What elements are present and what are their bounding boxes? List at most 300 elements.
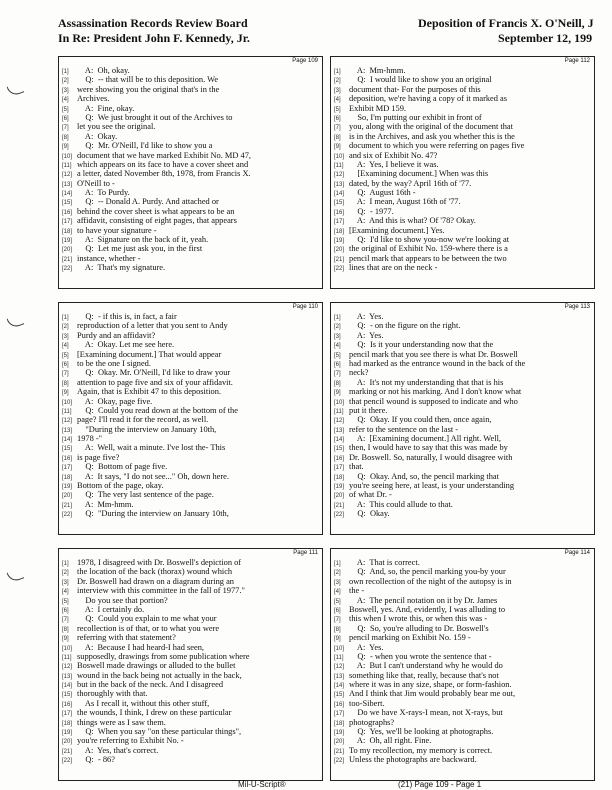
transcript-line xyxy=(331,331,594,340)
line-text: A: Yes. xyxy=(349,642,384,652)
transcript-line xyxy=(331,500,594,509)
line-text: Q: Could you explain to me what your xyxy=(77,614,217,624)
transcript-line xyxy=(331,472,594,481)
transcript-line xyxy=(59,708,322,717)
line-number: [13] xyxy=(62,673,73,680)
line-text: you're seeing here, at least, is your understanding xyxy=(349,481,515,491)
line-text: A: The pencil notation on it by Dr. James xyxy=(349,595,498,605)
line-text: 1978 -" xyxy=(77,434,103,444)
transcript-line xyxy=(331,350,594,359)
transcript-line xyxy=(331,188,594,197)
line-text: then, I would have to say that this was made by xyxy=(349,443,508,453)
transcript-line xyxy=(331,235,594,244)
line-text: which appears on its face to have a cover sheet and xyxy=(77,159,249,169)
line-number: [9] xyxy=(334,144,341,151)
line-text: you, along with the original of the document that xyxy=(349,122,513,132)
line-text: A: Yes. xyxy=(349,330,384,340)
line-number: [2] xyxy=(62,324,69,331)
line-number: [8] xyxy=(62,626,69,633)
transcript-line xyxy=(331,340,594,349)
transcript-line xyxy=(331,481,594,490)
transcript-line xyxy=(331,216,594,225)
line-text: A: Yes. xyxy=(349,312,384,321)
line-number: [11] xyxy=(334,654,344,661)
line-text: Archives. xyxy=(77,94,110,104)
line-number: [5] xyxy=(62,598,69,605)
line-number: [5] xyxy=(62,352,69,359)
line-number: [12] xyxy=(62,664,73,671)
line-text: document to which you were referring on pages five xyxy=(349,141,525,151)
line-number: [8] xyxy=(62,380,69,387)
line-text: 1978, I disagreed with Dr. Boswell's depiction of xyxy=(77,558,242,567)
transcript-line xyxy=(59,509,322,518)
transcript-line xyxy=(59,368,322,377)
transcript-line xyxy=(59,425,322,434)
line-number: [10] xyxy=(334,645,345,652)
line-number: [19] xyxy=(62,730,73,737)
line-text: A: Oh, all right. Fine. xyxy=(349,736,432,746)
transcript-line xyxy=(59,378,322,387)
page-number: Page 109 xyxy=(292,58,318,64)
line-number: [16] xyxy=(334,455,345,462)
transcript-line xyxy=(331,577,594,586)
line-text: A: Mm-hmm. xyxy=(77,499,134,509)
transcript-line xyxy=(331,509,594,518)
transcript-line xyxy=(331,141,594,150)
line-text: this when I wrote this, or when this was - xyxy=(349,614,488,624)
line-number: [7] xyxy=(62,617,69,624)
line-text: [Examining document.] That would appear xyxy=(77,349,222,359)
line-number: [18] xyxy=(334,474,345,481)
line-number: [16] xyxy=(334,701,345,708)
line-number: [10] xyxy=(62,399,73,406)
line-number: [13] xyxy=(334,427,345,434)
line-text: interview with this committee in the fall of 1977." xyxy=(77,586,245,596)
line-text: Q: Is it your understanding now that the xyxy=(349,340,494,350)
line-number: [4] xyxy=(62,343,69,350)
transcript-line xyxy=(331,263,594,272)
line-number: [16] xyxy=(62,209,73,216)
transcript-line xyxy=(59,312,322,321)
line-number: [11] xyxy=(62,408,72,415)
transcript-line xyxy=(331,708,594,717)
line-number: [3] xyxy=(334,579,341,586)
transcript-line xyxy=(331,680,594,689)
line-text: of what Dr. - xyxy=(349,490,392,500)
case-title: In Re: President John F. Kennedy, Jr. xyxy=(58,31,250,45)
line-text: Q: - 86? xyxy=(77,755,115,765)
line-text: page? I'll read it for the record, as well. xyxy=(77,415,209,425)
line-text: document that we have marked Exhibit No. MD 47, xyxy=(77,150,251,160)
line-number: [22] xyxy=(62,266,73,273)
line-number: [20] xyxy=(62,493,73,500)
line-text: A: Yes, that's correct. xyxy=(77,745,159,755)
line-number: [12] xyxy=(334,418,345,425)
line-text: wound in the back being not actually in the back, xyxy=(77,670,242,680)
line-number: [11] xyxy=(62,162,72,169)
line-text: Q: - when you wrote the sentence that - xyxy=(349,651,492,661)
transcript-line xyxy=(331,244,594,253)
line-number: [13] xyxy=(334,181,345,188)
line-number: [5] xyxy=(334,106,341,113)
transcript-line xyxy=(59,254,322,263)
transcript-line xyxy=(59,160,322,169)
line-number: [12] xyxy=(62,172,73,179)
line-text: pencil mark that appears to be between the two xyxy=(349,253,507,263)
transcript-line xyxy=(331,736,594,745)
line-number: [15] xyxy=(334,200,345,207)
transcript-line xyxy=(331,746,594,755)
transcript-line xyxy=(331,368,594,377)
line-text: A: And this is what? Of '78? Okay. xyxy=(349,216,476,226)
line-number: [10] xyxy=(62,153,73,160)
transcript-line xyxy=(331,671,594,680)
line-text: that pencil wound is supposed to indicate and who xyxy=(349,396,518,406)
transcript-line xyxy=(59,453,322,462)
line-number: [1] xyxy=(334,315,341,321)
transcript-line xyxy=(59,699,322,708)
line-number: [21] xyxy=(334,502,345,509)
line-number: [20] xyxy=(334,739,345,746)
line-number: [18] xyxy=(334,228,345,235)
line-number: [7] xyxy=(334,617,341,624)
page-number: Page 110 xyxy=(292,304,318,310)
line-text: something like that, really, because that's not xyxy=(349,670,499,680)
transcript-page xyxy=(58,302,323,535)
transcript-line xyxy=(331,85,594,94)
line-text: Q: The very last sentence of the page. xyxy=(77,490,214,500)
transcript-line xyxy=(59,434,322,443)
transcript-line xyxy=(59,188,322,197)
line-text: A: But I can't understand why he would do xyxy=(349,661,503,671)
line-text: and six of Exhibit No. 47? xyxy=(349,150,438,160)
line-number: [16] xyxy=(62,455,73,462)
document-footer xyxy=(58,780,612,790)
line-number: [3] xyxy=(334,333,341,340)
line-number: [18] xyxy=(62,720,73,727)
transcript-line xyxy=(331,179,594,188)
page-number: Page 114 xyxy=(564,550,590,556)
transcript-line xyxy=(331,755,594,764)
transcript-line xyxy=(331,462,594,471)
transcript-line xyxy=(331,699,594,708)
line-number: [4] xyxy=(334,589,341,596)
line-text: Do we have X-rays-I mean, not X-rays, but xyxy=(349,708,503,718)
line-text: Q: Okay. Mr. O'Neill, I'd like to draw your xyxy=(77,368,231,378)
line-number: [16] xyxy=(334,209,345,216)
line-text: Q: Bottom of page five. xyxy=(77,462,168,472)
line-number: [22] xyxy=(334,512,345,519)
line-text: A: Because I had heard-I had seen, xyxy=(77,642,204,652)
transcript-line xyxy=(59,755,322,764)
transcript-line xyxy=(331,727,594,736)
line-number: [11] xyxy=(334,408,344,415)
transcript-line xyxy=(331,113,594,122)
transcript-line xyxy=(331,160,594,169)
line-text: behind the cover sheet is what appears to be an xyxy=(77,206,235,216)
line-text: Q: I would like to show you an original xyxy=(349,75,492,85)
transcript-line xyxy=(59,75,322,84)
line-text: pencil marking on Exhibit No. 159 - xyxy=(349,633,471,643)
line-number: [6] xyxy=(334,115,341,122)
transcript-line xyxy=(59,689,322,698)
line-text: A: Yes, I believe it was. xyxy=(349,159,439,169)
line-number: [17] xyxy=(62,465,73,472)
transcript-line xyxy=(331,718,594,727)
transcript-line xyxy=(59,207,322,216)
line-text: Q: Let me just ask you, in the first xyxy=(77,244,203,254)
line-text: you're referring to Exhibit No. - xyxy=(77,736,184,746)
line-text: but in the back of the neck. And I disagreed xyxy=(77,680,224,690)
line-text: Boswell, yes. And, evidently, I was alluding to xyxy=(349,604,506,614)
line-number: [11] xyxy=(62,654,72,661)
line-text: A: [Examining document.] All right. Well, xyxy=(349,434,501,444)
deposition-date: September 12, 199 xyxy=(498,31,593,45)
margin-pen-mark xyxy=(7,568,25,583)
line-number: [6] xyxy=(62,607,69,614)
line-text: Q: "During the interview on January 10th, xyxy=(77,509,229,519)
line-number: [21] xyxy=(62,502,73,509)
transcript-line xyxy=(59,85,322,94)
line-text: Q: -- Donald A. Purdy. And attached or xyxy=(77,197,219,207)
line-number: [5] xyxy=(334,598,341,605)
line-text: A: Well, wait a minute. I've lost the- This xyxy=(77,443,226,453)
line-text: instance, whether - xyxy=(77,253,141,263)
transcript-line xyxy=(331,132,594,141)
line-number: [22] xyxy=(334,266,345,273)
transcript-line xyxy=(331,207,594,216)
transcript-line xyxy=(331,567,594,576)
line-text: A: Signature on the back of it, yeah. xyxy=(77,235,209,245)
margin-pen-mark xyxy=(7,314,25,329)
line-text: where it was in any size, shape, or form-fashion. xyxy=(349,680,512,690)
line-number: [19] xyxy=(334,238,345,245)
page-number: Page 111 xyxy=(293,550,318,556)
transcript-line xyxy=(59,197,322,206)
line-text: Do you see that portion? xyxy=(77,595,168,605)
line-number: [4] xyxy=(62,589,69,596)
line-text: photographs? xyxy=(349,717,395,727)
line-text: A: Okay. Let me see here. xyxy=(77,340,175,350)
transcript-line xyxy=(59,179,322,188)
line-text: deposition, we're having a copy of it marked as xyxy=(349,94,508,104)
transcript-line xyxy=(59,624,322,633)
line-number: [14] xyxy=(62,191,73,198)
line-number: [12] xyxy=(334,664,345,671)
transcript-line xyxy=(59,490,322,499)
transcript-line xyxy=(331,94,594,103)
transcript-line xyxy=(59,643,322,652)
line-text: Q: Mr. O'Neill, I'd like to show you a xyxy=(77,141,213,151)
page-number: Page 112 xyxy=(564,58,590,64)
transcript-line xyxy=(59,727,322,736)
transcript-line xyxy=(59,736,322,745)
transcript-line xyxy=(331,633,594,642)
line-text: So, I'm putting our exhibit in front of xyxy=(349,112,482,122)
line-number: [7] xyxy=(334,371,341,378)
transcript-line xyxy=(59,443,322,452)
line-text: A: To Purdy. xyxy=(77,188,130,198)
footer-brand: Mil-U-Script® xyxy=(238,780,286,789)
line-number: [12] xyxy=(334,172,345,179)
line-number: [17] xyxy=(334,219,345,226)
line-text: let you see the original. xyxy=(77,122,156,132)
transcript-line xyxy=(59,406,322,415)
line-number: [1] xyxy=(334,69,341,75)
line-text: [Examining document.] When was this xyxy=(349,169,489,179)
line-text: had marked as the entrance wound in the back of the xyxy=(349,358,526,368)
line-text: Q: So, you're alluding to Dr. Boswell's xyxy=(349,623,489,633)
line-text: Q: -- that will be to this deposition. We xyxy=(77,75,219,85)
line-text: marking or not his marking. And I don't know what xyxy=(349,387,522,397)
line-number: [4] xyxy=(62,97,69,104)
transcript-line xyxy=(331,614,594,623)
line-number: [8] xyxy=(62,134,69,141)
line-text: were showing you the original that's in the xyxy=(77,84,220,94)
line-text: A: Fine, okay. xyxy=(77,103,135,113)
line-text: Q: August 16th - xyxy=(349,188,416,198)
transcript-line xyxy=(331,75,594,84)
transcript-line xyxy=(331,66,594,75)
document-header xyxy=(58,16,612,50)
line-number: [18] xyxy=(62,474,73,481)
transcript-line xyxy=(59,244,322,253)
footer-page-range: (21) Page 109 - Page 1 xyxy=(398,780,482,789)
line-text: A: Okay. xyxy=(77,131,118,141)
line-number: [2] xyxy=(334,570,341,577)
transcript-line xyxy=(331,397,594,406)
line-number: [15] xyxy=(62,446,73,453)
line-text: is in the Archives, and ask you whether this is the xyxy=(349,131,515,141)
line-text: Q: Could you read down at the bottom of the xyxy=(77,405,238,415)
transcript-line xyxy=(331,596,594,605)
line-text: to be the one I signed. xyxy=(77,358,151,368)
line-text: A: That is correct. xyxy=(349,558,420,567)
transcript-line xyxy=(59,633,322,642)
line-text: thoroughly with that. xyxy=(77,689,148,699)
transcript-line xyxy=(59,596,322,605)
transcript-line xyxy=(59,132,322,141)
transcript-line xyxy=(59,235,322,244)
line-number: [21] xyxy=(62,748,73,755)
transcript-line xyxy=(59,680,322,689)
line-text: Dr. Boswell had drawn on a diagram during an xyxy=(77,576,234,586)
transcript-page xyxy=(330,548,595,781)
line-number: [3] xyxy=(62,579,69,586)
transcript-line xyxy=(59,397,322,406)
transcript-line xyxy=(59,500,322,509)
line-text: Dr. Boswell. So, naturally, I would disagree with xyxy=(349,452,513,462)
line-number: [8] xyxy=(334,380,341,387)
line-number: [7] xyxy=(334,125,341,132)
line-number: [20] xyxy=(62,247,73,254)
transcript-line xyxy=(331,558,594,567)
transcript-line xyxy=(331,122,594,131)
line-number: [17] xyxy=(62,711,73,718)
transcript-page xyxy=(58,56,323,289)
transcript-line xyxy=(331,378,594,387)
transcript-line xyxy=(59,216,322,225)
line-number: [22] xyxy=(62,758,73,765)
line-number: [9] xyxy=(62,144,69,151)
line-number: [1] xyxy=(62,315,69,321)
transcript-line xyxy=(59,671,322,680)
line-number: [3] xyxy=(334,87,341,94)
line-number: [21] xyxy=(334,748,345,755)
line-number: [8] xyxy=(334,134,341,141)
line-number: [7] xyxy=(62,371,69,378)
line-text: put it there. xyxy=(349,405,388,415)
line-text: to have your signature - xyxy=(77,225,157,235)
transcript-page xyxy=(330,302,595,535)
transcript-line xyxy=(59,66,322,75)
transcript-page xyxy=(330,56,595,289)
line-number: [3] xyxy=(62,333,69,340)
line-number: [19] xyxy=(62,484,73,491)
line-number: [18] xyxy=(62,228,73,235)
line-text: [Examining document.] Yes. xyxy=(349,225,445,235)
line-number: [10] xyxy=(62,645,73,652)
line-text: document that- For the purposes of this xyxy=(349,84,481,94)
transcript-line xyxy=(59,567,322,576)
line-number: [13] xyxy=(62,427,73,434)
line-number: [6] xyxy=(62,115,69,122)
line-number: [2] xyxy=(334,324,341,331)
margin-pen-mark xyxy=(7,82,25,97)
transcript-line xyxy=(59,141,322,150)
line-text: As I recall it, without this other stuff, xyxy=(77,698,210,708)
line-number: [19] xyxy=(62,238,73,245)
transcript-line xyxy=(331,169,594,178)
line-number: [5] xyxy=(334,352,341,359)
line-text: a letter, dated November 8th, 1978, from Francis X. xyxy=(77,169,251,179)
line-number: [17] xyxy=(62,219,73,226)
line-number: [4] xyxy=(334,97,341,104)
transcript-line xyxy=(59,113,322,122)
line-number: [5] xyxy=(62,106,69,113)
line-text: is page five? xyxy=(77,452,120,462)
line-number: [10] xyxy=(334,399,345,406)
line-number: [3] xyxy=(62,87,69,94)
transcript-line xyxy=(59,151,322,160)
line-number: [6] xyxy=(62,361,69,368)
transcript-line xyxy=(59,169,322,178)
line-number: [9] xyxy=(62,636,69,643)
line-number: [21] xyxy=(62,256,73,263)
line-number: [19] xyxy=(334,730,345,737)
line-text: things were as I saw them. xyxy=(77,717,166,727)
line-text: Q: - on the figure on the right. xyxy=(349,321,461,331)
line-text: Q: - 1977. xyxy=(349,206,394,216)
line-number: [8] xyxy=(334,626,341,633)
line-number: [10] xyxy=(334,153,345,160)
line-text: A: This could allude to that. xyxy=(349,499,453,509)
line-number: [9] xyxy=(62,390,69,397)
line-text: Q: Okay. If you could then, once again, xyxy=(349,415,492,425)
line-number: [17] xyxy=(334,465,345,472)
transcript-line xyxy=(59,577,322,586)
line-number: [1] xyxy=(334,561,341,567)
line-text: supposedly, drawings from some publication where xyxy=(77,651,250,661)
line-text: neck? xyxy=(349,368,369,378)
transcript-line xyxy=(59,94,322,103)
line-text: Boswell made drawings or alluded to the bullet xyxy=(77,661,236,671)
line-number: [14] xyxy=(62,683,73,690)
line-number: [13] xyxy=(62,181,73,188)
line-text: the original of Exhibit No. 159-where there is a xyxy=(349,244,508,254)
transcript-line xyxy=(331,321,594,330)
transcript-line xyxy=(59,359,322,368)
